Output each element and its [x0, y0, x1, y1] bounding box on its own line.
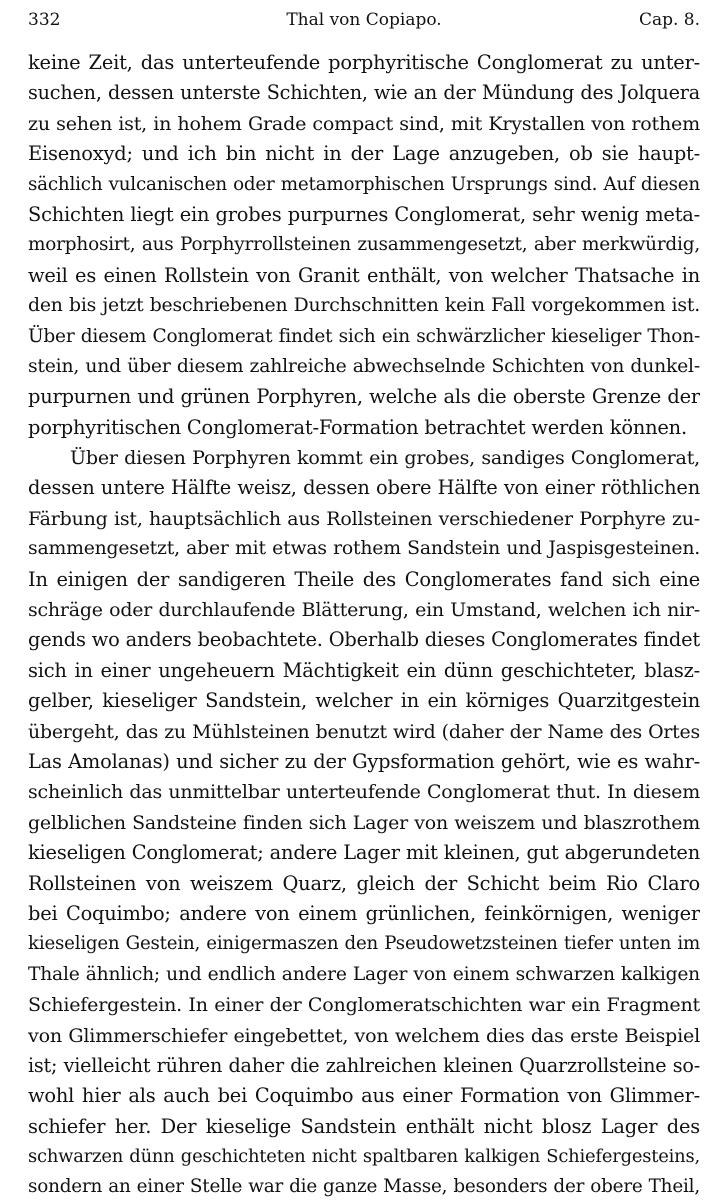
- text-line: Eisenoxyd; und ich bin nicht in der Lage anzugeben, ob sie haupt-: [28, 142, 700, 166]
- text-line: kieseligen Conglomerat; andere Lager mit kleinen, gut abgerundeten: [28, 841, 700, 865]
- text-line: porphyritischen Conglomerat-Formation betrachtet werden können.: [28, 415, 687, 439]
- text-line: In einigen der sandigeren Theile des Conglomerates fand sich eine: [28, 567, 700, 591]
- text-line: bei Coquimbo; andere von einem grünlichen, feinkörnigen, weniger: [28, 901, 700, 925]
- book-page: [28, 0, 700, 1200]
- text-line: Über diesen Porphyren kommt ein grobes, sandiges Conglomerat,: [70, 447, 700, 470]
- body-text: [28, 48, 700, 1203]
- text-line: weil es einen Rollstein von Granit enthält, von welcher Thatsache in: [28, 263, 700, 287]
- text-line: den bis jetzt beschriebenen Durchschnitten kein Fall vorgekommen ist.: [28, 295, 700, 317]
- page-number: 332: [28, 10, 61, 30]
- text-line: Las Amolanas) und sicher zu der Gypsformation gehört, wie es wahr-: [28, 749, 700, 773]
- text-line: suchen, dessen unterste Schichten, wie an der Mündung des Jolquera: [28, 81, 700, 105]
- text-line: Thale ähnlich; und endlich andere Lager von einem schwarzen kalkigen: [28, 963, 700, 985]
- text-line: Über diesem Conglomerat findet sich ein schwärzlicher kieseliger Thon-: [28, 325, 700, 347]
- text-line: scheinlich das unmittelbar unterteufende Conglomerat thut. In diesem: [28, 781, 700, 804]
- text-line: gelblichen Sandsteine finden sich Lager von weiszem und blaszrothem: [28, 811, 700, 834]
- text-line: kieseligen Gestein, einigermaszen den Pseudowetzsteinen tiefer unten im: [28, 933, 700, 955]
- text-line: sächlich vulcanischen oder metamorphischen Ursprungs sind. Auf diesen: [28, 173, 700, 195]
- text-line: von Glimmerschiefer eingebettet, von welchem dies das erste Beispiel: [28, 1023, 700, 1047]
- text-line: schwarzen dünn geschichteten nicht spaltbaren kalkigen Schiefergesteins,: [28, 1146, 700, 1168]
- text-line: Färbung ist, hauptsächlich aus Rollsteinen verschiedener Porphyre zu-: [28, 507, 700, 530]
- running-title: Thal von Copiapo.: [286, 10, 442, 30]
- chapter-label: Cap. 8.: [638, 10, 700, 30]
- text-line: keine Zeit, das unterteufende porphyritische Conglomerat zu unter-: [28, 51, 700, 74]
- text-line: wohl hier als auch bei Coquimbo aus einer Formation von Glimmer-: [28, 1084, 700, 1108]
- paragraph: [28, 443, 700, 1203]
- text-line: sich in einer ungeheuern Mächtigkeit ein dünn geschichteter, blasz-: [28, 658, 700, 682]
- text-line: übergeht, das zu Mühlsteinen benutzt wird (daher der Name des Ortes: [28, 720, 700, 743]
- text-line: Schichten liegt ein grobes purpurnes Conglomerat, sehr wenig meta-: [28, 202, 700, 226]
- text-line: Schiefergestein. In einer der Conglomeratschichten war ein Fragment: [28, 994, 700, 1017]
- text-line: ist; vielleicht rühren daher die zahlreichen kleinen Quarzrollsteine so-: [28, 1053, 700, 1077]
- text-line: sammengesetzt, aber mit etwas rothem Sandstein und Jaspisgesteinen.: [28, 538, 700, 560]
- text-line: gends wo anders beobachtete. Oberhalb dieses Conglomerates findet: [28, 628, 700, 652]
- text-line: sondern an einer Stelle war die ganze Masse, besonders der obere Theil,: [28, 1176, 700, 1198]
- text-line: stein, und über diesem zahlreiche abwechselnde Schichten von dunkel-: [28, 355, 700, 377]
- text-line: gelber, kieseliger Sandstein, welcher in ein körniges Quarzitgestein: [28, 689, 700, 713]
- text-line: schiefer her. Der kieselige Sandstein enthält nicht blosz Lager des: [28, 1114, 700, 1138]
- text-line: purpurnen und grünen Porphyren, welche als die oberste Grenze der: [28, 385, 700, 409]
- running-head: [28, 7, 700, 33]
- text-line: zu sehen ist, in hohem Grade compact sind, mit Krystallen von rothem: [28, 112, 700, 135]
- text-line: Rollsteinen von weiszem Quarz, gleich der Schicht beim Rio Claro: [28, 871, 700, 895]
- text-line: dessen untere Hälfte weisz, dessen obere Hälfte von einer röthlichen: [28, 476, 700, 500]
- paragraph: [28, 48, 700, 443]
- text-line: morphosirt, aus Porphyrrollsteinen zusammengesetzt, aber merkwürdig,: [28, 234, 700, 256]
- text-line: schräge oder durchlaufende Blätterung, ein Umstand, welchen ich nir-: [28, 599, 700, 622]
